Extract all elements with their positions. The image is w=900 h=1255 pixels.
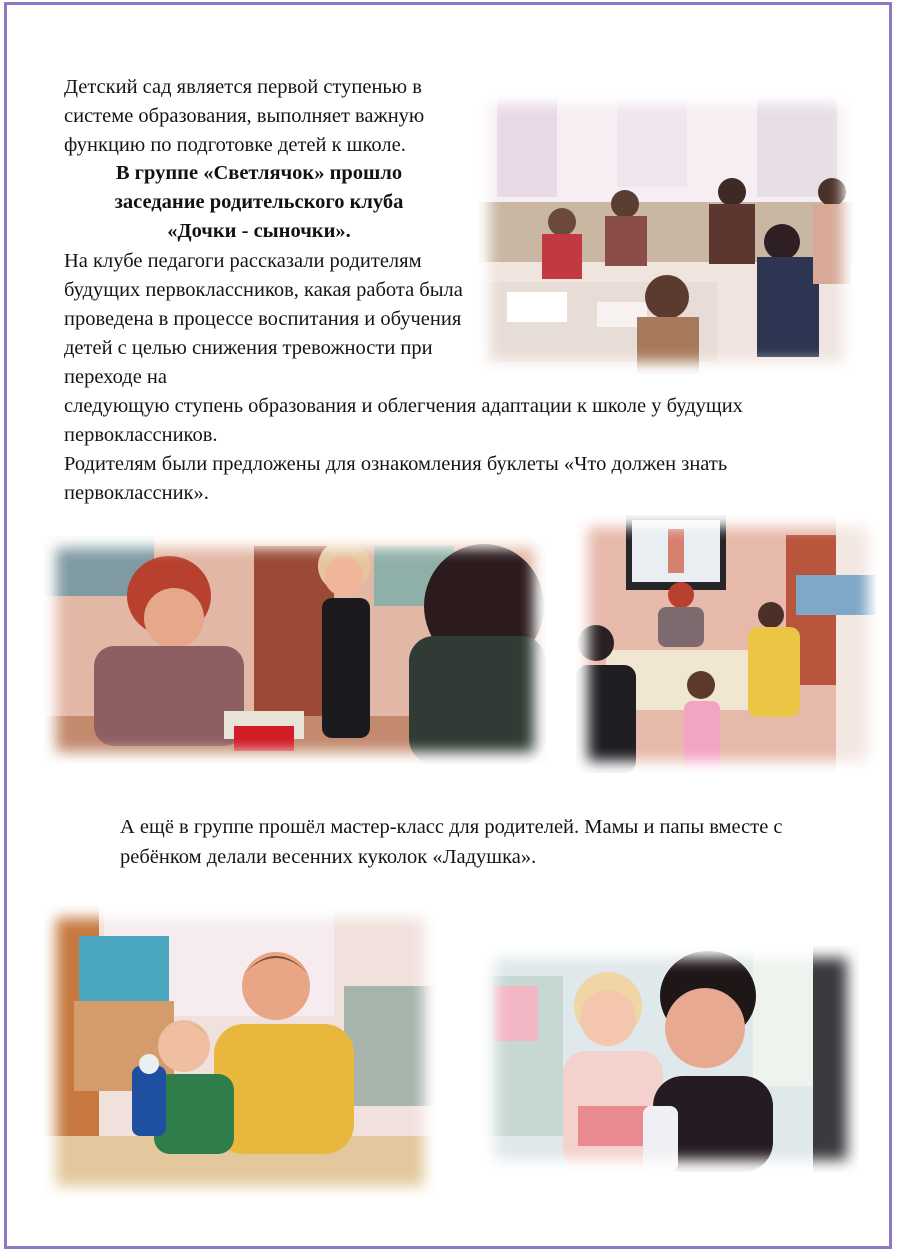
heading-line-1: В группе «Светлячок» прошло <box>115 162 403 184</box>
club-description-continued: следующую ступень образования и облегчения адаптации к школе у будущих первоклассников. <box>64 395 743 446</box>
intro-paragraph: Детский сад является первой ступенью в системе образования, выполняет важную функцию по подготовке детей к школе. <box>64 76 425 156</box>
masterclass-paragraph: А ещё в группе прошёл мастер-класс для родителей. Мамы и папы вместе с ребёнком делали весенних куколок «Ладушка». <box>120 816 783 868</box>
heading-line-2: заседание родительского клуба <box>114 191 404 213</box>
booklets-paragraph: Родителям были предложены для ознакомления буклеты «Что должен знать первоклассник». <box>64 453 728 504</box>
photo-teacher-girl-mother <box>44 536 546 764</box>
photo-classroom-screen <box>576 515 880 773</box>
club-description: На клубе педагоги рассказали родителям будущих первоклассников, какая работа была проведена в процессе воспитания и обучения детей с целью снижения тревожности при переходе на <box>64 250 463 388</box>
photo-parents-meeting <box>477 92 855 374</box>
photo-girl-mother-doll <box>483 946 859 1172</box>
heading-line-3: «Дочки - сыночки». <box>167 220 351 242</box>
photo-father-son-doll <box>44 906 436 1198</box>
club-heading <box>64 159 454 246</box>
